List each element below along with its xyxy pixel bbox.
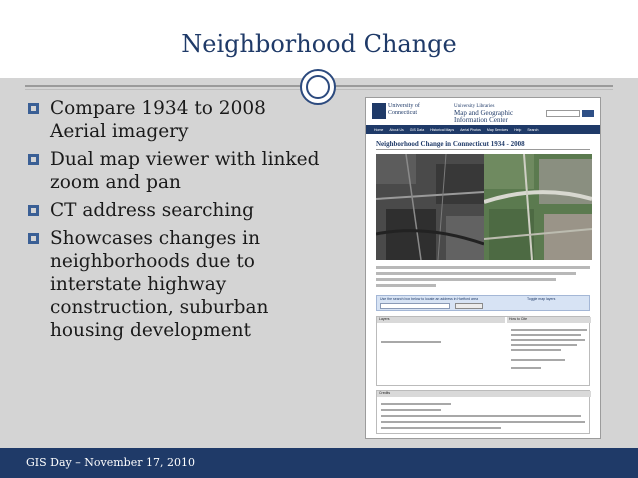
table-header: Layers xyxy=(377,317,505,323)
site-university-name: University of Connecticut xyxy=(388,103,420,116)
site-divider xyxy=(376,149,590,150)
find-address-button[interactable] xyxy=(455,303,483,309)
bullet-list xyxy=(24,97,324,347)
site-nav-item[interactable]: Search xyxy=(527,127,539,132)
table-cell xyxy=(511,329,587,331)
credits-line xyxy=(381,403,451,405)
site-description-line xyxy=(376,278,556,281)
address-search-panel xyxy=(376,295,590,311)
table-cell xyxy=(511,349,561,351)
site-header xyxy=(366,98,600,125)
table-cell xyxy=(511,344,577,346)
table-header: How to Cite xyxy=(507,317,591,323)
bullet-text: Showcases changes in neighborhoods due to interstate highway construction, suburban housing development xyxy=(50,228,269,341)
site-nav-item[interactable]: Aerial Photos xyxy=(460,127,481,132)
site-center-big: Map and Geographic Information Center xyxy=(454,109,514,124)
square-bullet-icon xyxy=(28,233,39,244)
site-nav-item[interactable]: About Us xyxy=(389,127,404,132)
site-nav-item[interactable]: Historical Maps xyxy=(430,127,455,132)
site-center-name xyxy=(454,103,544,124)
site-description-line xyxy=(376,266,590,269)
site-nav-item[interactable]: GIS Data xyxy=(409,127,425,132)
site-description-line xyxy=(376,284,436,287)
bullet-item xyxy=(24,97,324,143)
table-cell xyxy=(511,339,585,341)
site-nav-item[interactable]: Help xyxy=(514,127,522,132)
site-nav-item[interactable]: Map Services xyxy=(486,127,509,132)
table-cell xyxy=(381,341,441,343)
credits-line xyxy=(381,415,581,417)
address-input[interactable] xyxy=(380,303,450,309)
credits-line xyxy=(381,427,501,429)
site-nav-item[interactable]: Home xyxy=(374,127,384,132)
credits-header: Credits xyxy=(377,391,591,397)
website-screenshot xyxy=(366,98,600,438)
slide-title: Neighborhood Change xyxy=(181,30,457,58)
footer-band xyxy=(0,448,638,478)
layers-table xyxy=(376,316,590,386)
site-page-title: Neighborhood Change in Connecticut 1934 - 2008 xyxy=(376,140,525,148)
table-cell xyxy=(511,367,541,369)
toggle-layers-label[interactable]: Toggle map layers xyxy=(527,297,556,301)
square-bullet-icon xyxy=(28,205,39,216)
bullet-item xyxy=(24,148,324,194)
table-cell xyxy=(511,334,581,336)
bullet-text: Compare 1934 to 2008 Aerial imagery xyxy=(50,98,266,142)
bullet-item xyxy=(24,199,324,222)
site-nav-bar xyxy=(366,125,600,134)
bullet-text: Dual map viewer with linked zoom and pan xyxy=(50,149,320,193)
square-bullet-icon xyxy=(28,154,39,165)
map-2008[interactable] xyxy=(484,154,592,260)
credits-panel xyxy=(376,390,590,434)
site-center-small: University Libraries xyxy=(454,104,495,109)
ornament-circle-inner xyxy=(306,75,330,99)
credits-line xyxy=(381,409,441,411)
bullet-item xyxy=(24,227,324,342)
bullet-text: CT address searching xyxy=(50,200,255,221)
map-1934[interactable] xyxy=(376,154,484,260)
uconn-logo-icon xyxy=(372,103,386,119)
search-icon[interactable] xyxy=(582,110,594,117)
table-cell xyxy=(511,359,565,361)
credits-line xyxy=(381,421,585,423)
footer-text: GIS Day – November 17, 2010 xyxy=(26,456,195,469)
square-bullet-icon xyxy=(28,103,39,114)
address-search-label: Use the search box below to locate an address in Hartford area xyxy=(380,297,479,301)
site-description-line xyxy=(376,272,576,275)
site-search-input[interactable] xyxy=(546,110,580,117)
